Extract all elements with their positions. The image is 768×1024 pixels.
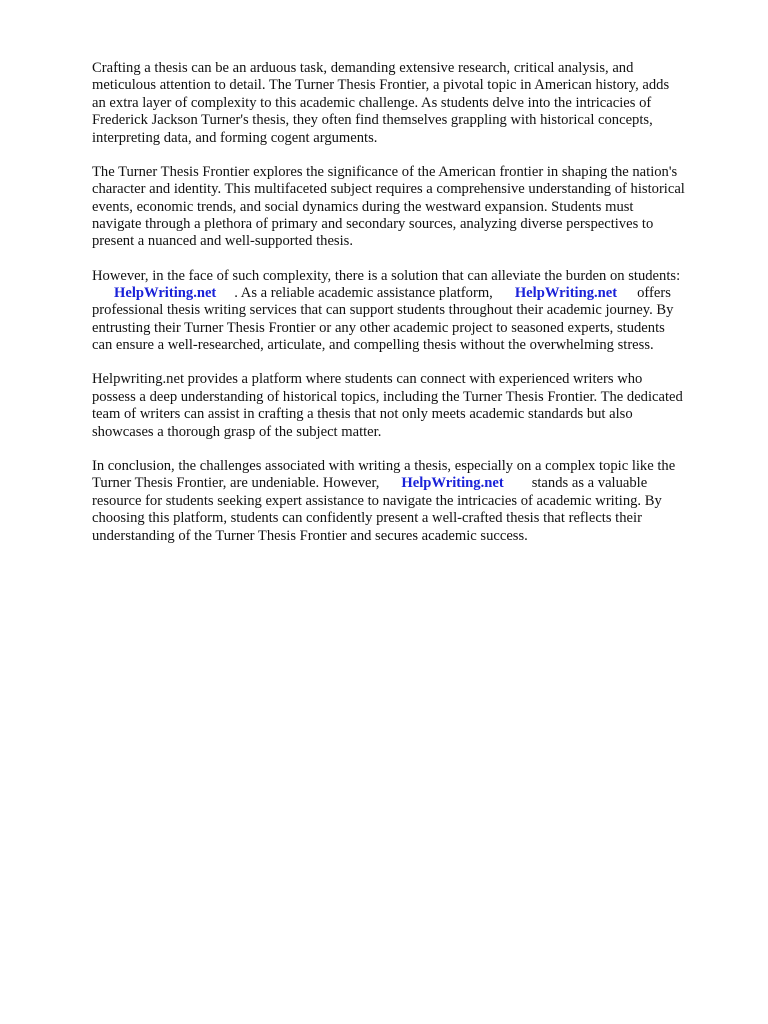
text-line: Frederick Jackson Turner's thesis, they often find themselves grappling with historical concepts, <box>92 112 653 129</box>
text-line: present a nuanced and well-supported thesis. <box>92 233 353 250</box>
text-line: In conclusion, the challenges associated with writing a thesis, especially on a complex topic like the <box>92 457 676 474</box>
text-line: meticulous attention to detail. The Turner Thesis Frontier, a pivotal topic in American history, adds <box>92 77 670 94</box>
paragraph-frontier <box>92 164 732 251</box>
text-line: events, economic trends, and social dynamics during the westward expansion. Students must <box>92 198 634 215</box>
text-line: The Turner Thesis Frontier explores the significance of the American frontier in shaping the nation's <box>92 163 678 180</box>
text-line: entrusting their Turner Thesis Frontier or any other academic project to seasoned experts, students <box>92 319 665 336</box>
text-line: resource for students seeking expert assistance to navigate the intricacies of academic writing. By <box>92 492 662 509</box>
paragraph-solution <box>92 268 732 355</box>
text-line: Helpwriting.net provides a platform where students can connect with experienced writers who <box>92 371 643 388</box>
text-fragment: offers <box>637 285 671 302</box>
text-line: professional thesis writing services that can support students throughout their academic journey. By <box>92 302 674 319</box>
text-line: choosing this platform, students can confidently present a well-crafted thesis that reflects their <box>92 510 642 527</box>
text-fragment: Turner Thesis Frontier, are undeniable. However, <box>92 475 380 492</box>
helpwriting-link[interactable]: HelpWriting.net <box>401 475 504 492</box>
text-line: Crafting a thesis can be an arduous task, demanding extensive research, critical analysis, and <box>92 60 634 76</box>
text-line: navigate through a plethora of primary and secondary sources, analyzing diverse perspectives to <box>92 216 654 233</box>
text-line: an extra layer of complexity to this academic challenge. As students delve into the intricacies of <box>92 94 652 111</box>
text-line: understanding of the Turner Thesis Frontier and secures academic success. <box>92 527 528 544</box>
text-line: team of writers can assist in crafting a thesis that not only meets academic standards but also <box>92 406 633 423</box>
helpwriting-link[interactable]: HelpWriting.net <box>114 285 217 302</box>
document-body <box>92 60 732 562</box>
text-fragment: . As a reliable academic assistance platform, <box>234 285 493 302</box>
text-fragment: stands as a valuable <box>531 475 648 492</box>
text-line-with-links <box>92 285 732 302</box>
paragraph-conclusion <box>92 458 732 545</box>
text-line: showcases a thorough grasp of the subject matter. <box>92 423 382 440</box>
text-line: possess a deep understanding of historical topics, including the Turner Thesis Frontier. The dedicated <box>92 388 683 405</box>
text-line: character and identity. This multifaceted subject requires a comprehensive understanding of historical <box>92 181 685 198</box>
paragraph-intro <box>92 60 732 147</box>
helpwriting-link[interactable]: HelpWriting.net <box>514 285 618 302</box>
paragraph-platform <box>92 371 732 441</box>
text-line-with-link <box>92 475 732 492</box>
text-line: interpreting data, and forming cogent arguments. <box>92 129 378 146</box>
text-line: However, in the face of such complexity, there is a solution that can alleviate the burden on students: <box>92 267 681 284</box>
text-line: can ensure a well-researched, articulate, and compelling thesis without the overwhelming stress. <box>92 337 654 354</box>
